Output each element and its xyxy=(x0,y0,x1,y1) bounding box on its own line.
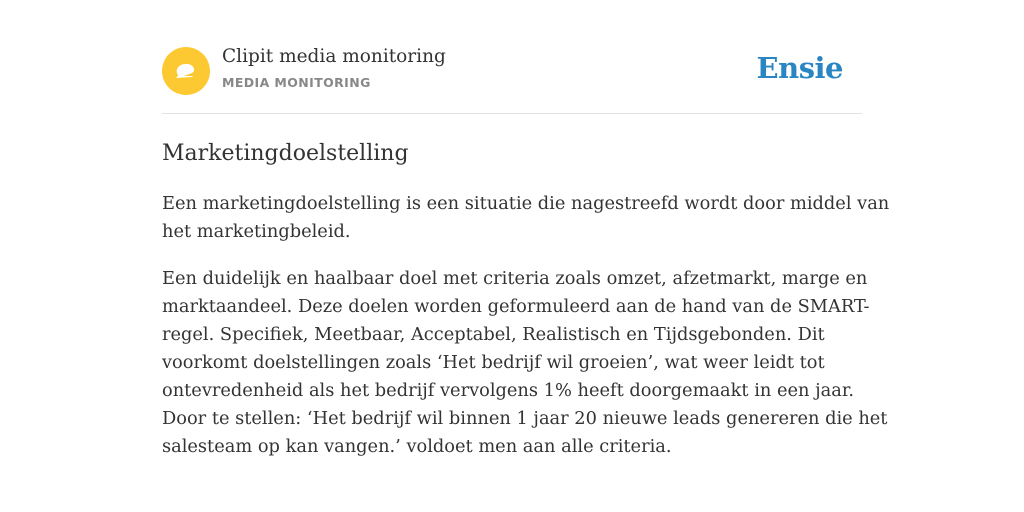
paragraph-line: marktaandeel. Deze doelen worden geformuleerd aan de hand van de SMART- xyxy=(162,296,870,317)
paragraph-line: salesteam op kan vangen.’ voldoet men aan alle criteria. xyxy=(162,436,672,457)
paragraph-line: voorkomt doelstellingen zoals ‘Het bedrijf wil groeien’, wat weer leidt tot xyxy=(162,352,825,373)
article-title: Marketingdoelstelling xyxy=(162,141,409,166)
brand-logo[interactable]: Ensie xyxy=(756,51,843,85)
speech-bubble-icon xyxy=(162,47,210,95)
source-name[interactable]: Clipit media monitoring xyxy=(222,46,446,67)
paragraph-line: het marketingbeleid. xyxy=(162,221,351,242)
paragraph-line: Een marketingdoelstelling is een situatie die nagestreefd wordt door middel van xyxy=(162,193,890,214)
source-avatar[interactable] xyxy=(162,47,210,95)
article-paragraph-1 xyxy=(162,190,890,246)
source-subtitle: MEDIA MONITORING xyxy=(222,75,371,90)
paragraph-line: Door te stellen: ‘Het bedrijf wil binnen 1 jaar 20 nieuwe leads genereren die het xyxy=(162,408,888,429)
paragraph-line: regel. Specifiek, Meetbaar, Acceptabel, Realistisch en Tijdsgebonden. Dit xyxy=(162,324,825,345)
article-paragraph-2 xyxy=(162,265,888,461)
paragraph-line: Een duidelijk en haalbaar doel met criteria zoals omzet, afzetmarkt, marge en xyxy=(162,268,868,289)
article-card xyxy=(162,0,890,461)
paragraph-line: ontevredenheid als het bedrijf vervolgens 1% heeft doorgemaakt in een jaar. xyxy=(162,380,855,401)
article-header xyxy=(162,0,862,114)
